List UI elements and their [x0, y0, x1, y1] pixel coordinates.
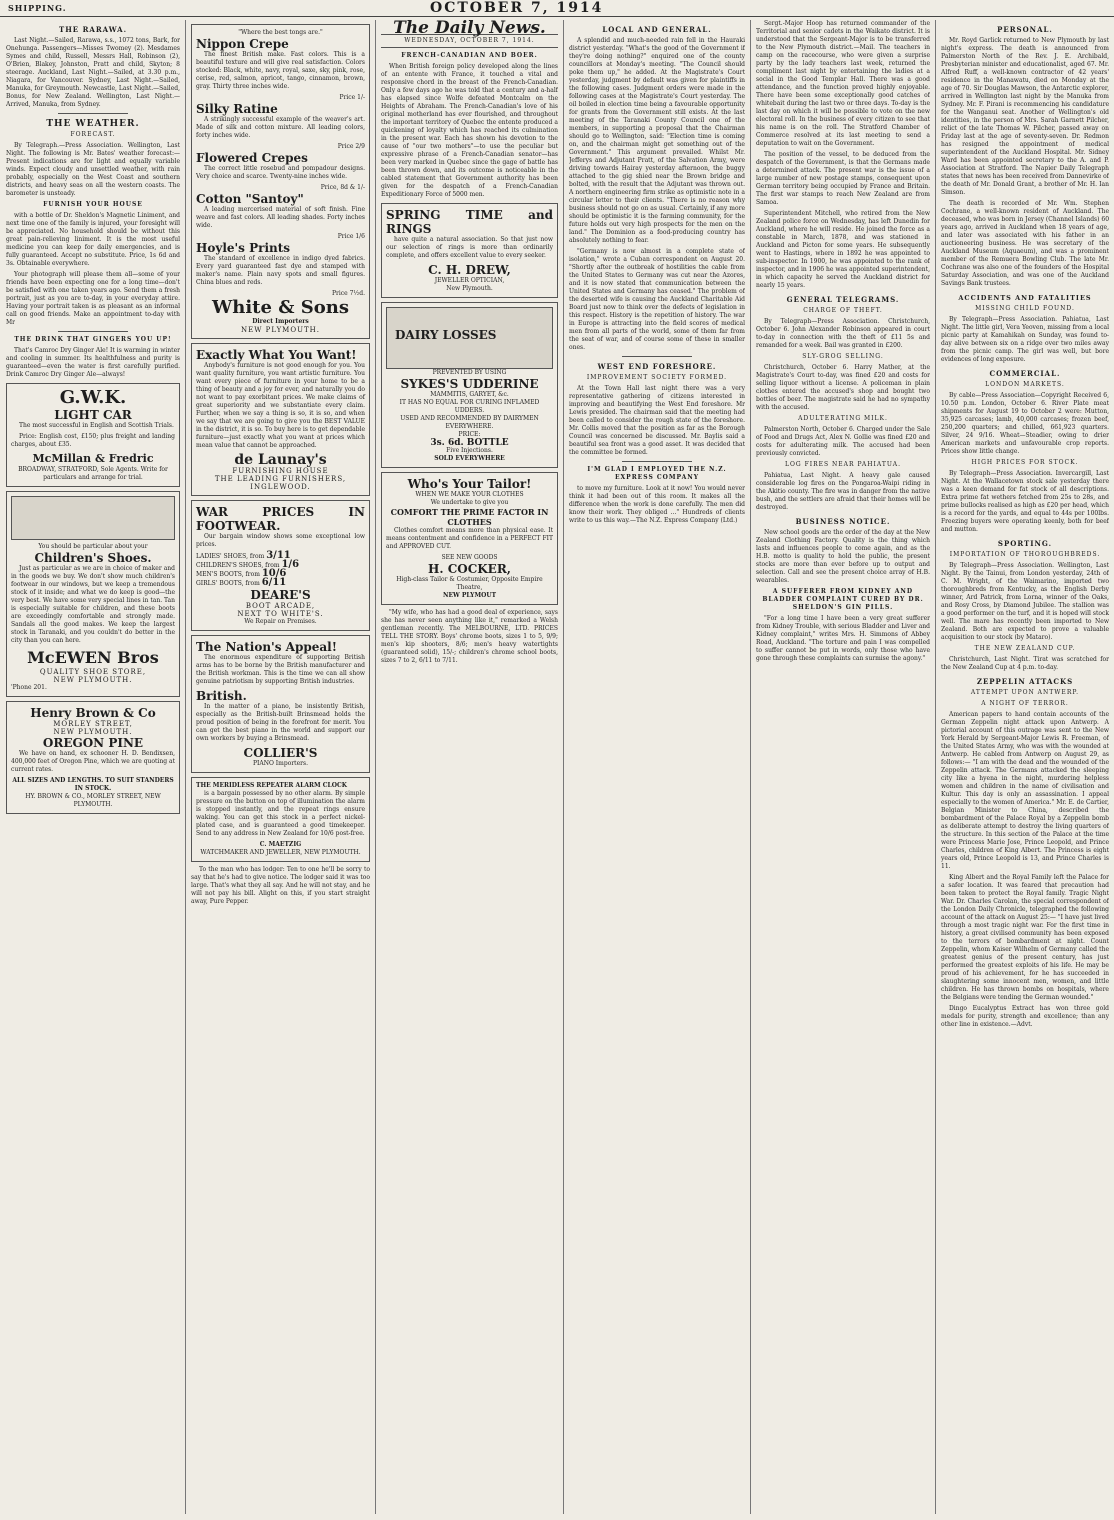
nz-cup-text: Christchurch, Last Night. Tirat was scratched for the New Zealand Cup at 4 p.m. to-day. [941, 656, 1109, 671]
zeppelin-text: American papers to hand contain accounts of the German Zeppelin night attack upon Antwerp. A pictorial account of this outrage was sent to the New York Herald by Sergeant-Major Lewis R. Freeman, of the United States Army, who was with the wounded at Antwerp. He cabled from Antwerp on August 29, as follows:— "I am with the dead and the wounded of the Zeppelin attack. The Germans attacked the sleeping city like a hyena in the night, murdering helpless women and children in the name of civilisation and Kultur. This day is only an assassination. I appeal especially to the women of America." Mr. E. de Cartier, Belgian Minister to China, described the bombardment of the Palace Royal by a Zeppelin bomb as deliberate attempt to destroy the living quarters of the structure. In this section of the Palace at the time were Princess Marie Jose, Prince Leopold, and Prince Charles, children of King Albert. The Princess is eight years old, Prince Leopold is 13, and Prince Charles is 11. [941, 711, 1109, 870]
tailor-big: COMFORT THE PRIME FACTOR IN CLOTHES [390, 507, 549, 527]
london-markets-title: LONDON MARKETS. [985, 381, 1065, 388]
sykes-text: IT HAS NO EQUAL FOR CURING INFLAMED UDDERS. [399, 399, 540, 414]
stock-prices-title: HIGH PRICES FOR STOCK. [971, 459, 1079, 466]
delaunay-advert [191, 343, 370, 496]
nation-title: The Nation's Appeal! [196, 640, 337, 654]
tailor-promise: We undertake to give you [430, 499, 509, 506]
sizes-text: ALL SIZES AND LENGTHS. TO SUIT STANDERS IN STOCK. [12, 777, 174, 792]
cotton-title: Cotton "Santoy" [196, 192, 304, 206]
war-price-row [196, 579, 365, 588]
hoyle-title: Hoyle's Prints [196, 241, 291, 255]
nation-text: The enormous expenditure of supporting British arms has to be borne by the British manufacturer and the British workman. This is the time we can all show genuine patriotism by supporting British industries. [196, 654, 365, 685]
silky-text: A strikingly successful example of the weaver's art. Made of silk and cotton mixture. All leading colors, forty inches wide. [196, 116, 365, 139]
missing-child-title: MISSING CHILD FOUND. [975, 305, 1075, 312]
white-title: White & Sons [212, 297, 349, 318]
shipping-title: THE RARAWA. [58, 25, 128, 34]
war-price-value: 3/11 [266, 550, 291, 561]
dairy-caption: PREVENTED BY USING [432, 369, 507, 376]
column-5-text-mid: The position of the vessel, to be deduced from the despatch of the Government, is that the Germans made a determined attack. The present war is the issue of a large number of new postage stamps, consequent upon German territory being occupied by France and Britain. The first war stamps to reach New Zealand are from Samoa. [756, 151, 930, 206]
nz-express-text: to move my furniture. Look at it now! You would never think it had been out of this room. It makes all the difference when the work is done carefully. The men did know their work. They obliged ..." Hundreds of clients write to us this way.—The N.Z. Express Company (Ltd.) [569, 485, 745, 524]
gwk-subtitle: LIGHT CAR [54, 408, 132, 422]
adulterating-text: Palmerston North, October 6. Charged under the Sale of Food and Drugs Act, Alex N. Gollie was fined £20 and costs for adulterating milk. The accused had been previously convicted. [756, 426, 930, 457]
personal-text: Mr. Royd Garlick returned to New Plymouth by last night's express. The death is announced from Palmerston North of the Rev. J. E. Archibald, Presbyterian minister and educationalist, aged 67. Mr. Alfred Ruff, a well-known contractor of 42 years' residence in the Manawatu, died on Monday at the age of 70. Sir Douglas Mawson, the Antarctic explorer, arrived in Wellington last night by the Manuka from Sydney. Mr. F. Pirani is recommencing his candidature for the Wanganui seat. Another of Wellington's old identities, in the person of Mrs. Sarah Garnett Pilcher, relict of the late Thomas W. Pilcher, passed away on Friday last at the age of seventy-seven. Dr. Redmon has resigned the appointment of medical superintendent of the Auckland Hospital. Mr. Sidney Ward has been appointed secretary to the A. and P. Association at Stratford. The Napier Daily Telegraph states that news has been received from Dannevirke of the death of Mr. Donald Grant, a brother of Mr. H. Ian Simson. [941, 37, 1109, 196]
collier-subtitle: PIANO Importers. [252, 760, 308, 767]
dairy-illustration [386, 307, 553, 369]
column-3 [381, 20, 558, 1520]
delaunay-place: INGLEWOOD. [250, 483, 311, 491]
cocker-subtitle: High-class Tailor & Costumier, Opposite Empire Theatre, [396, 576, 543, 591]
drew-place: New Plymouth. [446, 285, 493, 292]
mcewen-subtitle: QUALITY SHOE STORE, [39, 668, 147, 676]
sykes-advert [381, 302, 558, 468]
night-of-terror-title: A NIGHT OF TERROR. [981, 700, 1069, 707]
divider [58, 331, 128, 332]
war-prices-intro: Our bargain window shows some exceptional low prices. [196, 533, 365, 548]
shipping-text: Last Night.—Sailed, Rarawa, s.s., 1072 tons, Bark, for Onehunga. Passengers—Misses Twomey (2). Mesdames Symes and child, Russell, Messrs Hall, Robinson (2), O'Brien, Blakey, Johnston, Pratt and child, Skyton; 8 steerage. Auckland, Last Night.—Sailed, at 3.30 p.m., Niagara, for Vancouver. Sydney, Last Night.—Sailed, Manuka, for Greymouth. Newcastle, Last Night.—Sailed, Bonus, for New Zealand. Wellington, Last Night.—Arrived, Manuka, from Sydney. [6, 37, 180, 108]
henry-title: Henry Brown & Co [30, 706, 156, 720]
column-5-text-bottom: Superintendent Mitchell, who retired from the New Zealand police force on Wednesday, has left Dunedin for Auckland, where he will reside. He joined the force as a constable in March, 1878, and was stationed in Auckland and Picton for some years. He subsequently went to Hastings, where in 1892 he was appointed to sub-inspector. In 1900, he was appointed to the rank of inspector, and in 1906 he was appointed superintendent, in which capacity he served the Auckland district for nearly 15 years. [756, 210, 930, 289]
white-sons-advert [191, 24, 370, 339]
sufferer-text: "For a long time I have been a very great sufferer from Kidney Trouble, with serious Bladder and Liver and Kidney complaint," writes Mrs. H. Simmons of Abbey Road, Auckland. "The torture and pain I was compelled to suffer cannot be put in words, only those who have gone through these complaints can surmise the agony." [756, 615, 930, 662]
sykes-recommendation: USED AND RECOMMENDED BY DAIRYMEN EVERYWHERE. [400, 415, 539, 430]
nippon-title: Nippon Crepe [196, 37, 289, 51]
furnish-title: FURNISH YOUR HOUSE [43, 201, 143, 208]
nz-express-title: I'M GLAD I EMPLOYED THE N.Z. EXPRESS COMPANY [587, 466, 727, 481]
exactly-title: Exactly What You Want! [196, 348, 357, 362]
mcewen-phone: 'Phone 201. [11, 684, 47, 691]
gwk-price: Price: English cost, £150; plus freight and landing charges, about £35. [11, 433, 175, 448]
exactly-text: Anybody's furniture is not good enough for you. You want quality furniture, you want artistic furniture. You want every piece of furniture in your home to be a thing of beauty and a joy for ever, and naturally you do not want to pay exorbitant prices. We make claims of great superiority and we substantiate every claim. Further, when we say a thing is so, it is so, and when we say that we are going to give you the BEST VALUE in the district, it is so. To buy here is to get dependable furniture—just exactly what you want at prices which mean value that cannot be approached. [196, 362, 365, 449]
oregon-text: We have on hand, ex schooner H. D. Bendixsen, 400,000 feet of Oregon Pine, which we are quoting at current rates. [11, 750, 175, 773]
divider [58, 113, 128, 114]
personal-title: PERSONAL. [997, 25, 1053, 34]
sly-grog-title: SLY-GROG SELLING. [802, 353, 884, 360]
drew-subtitle: JEWELLER OPTICIAN, [434, 277, 505, 284]
divider [622, 356, 692, 357]
cocker-title: H. COCKER, [428, 562, 511, 576]
forecast-text: By Telegraph.—Press Association. Wellington, Last Night. The following is Mr. Bates' weather forecast:—Present indications are for light and equally variable winds. Expect cloudy and unsettled weather, with rain probably, especially on the West Coast and southern districts, and heavy seas on all the western coasts. The barometer is unsteady. [6, 142, 180, 197]
ginger-text: That's Camroc Dry Ginger Ale! It is warming in winter and cooling in summer. Its healthfulness and purity is guaranteed—even the water is first carefully purified. Drink Camroc Dry Ginger Ale—always! [6, 347, 180, 378]
maetzig-subtitle: WATCHMAKER AND JEWELLER, NEW PLYMOUTH. [200, 849, 361, 856]
british-text: In the matter of a piano, be insistently British, especially as the British-built Brinsmead holds the proud position of being in the forefront for merit. You can get the best piano in the world and support our own workers by buying a Brinsmead. [196, 703, 365, 742]
delaunay-title: de Launay's [234, 452, 327, 468]
mcmillan-text: BROADWAY, STRATFORD, Sole Agents. Write for particulars and arrange for trial. [18, 466, 168, 481]
sly-grog-text: Christchurch, October 6. Harry Mather, at the Magistrate's Court to-day, was fined £20 and costs for selling liquor without a license. A policeman in plain clothes entered the accused's shop and bought two bottles of beer. The magistrate said he had no sympathy with the accused. [756, 364, 930, 411]
maetzig-advert [191, 777, 370, 862]
sufferer-title: A SUFFERER FROM KIDNEY AND BLADDER COMPLAINT CURED BY DR. SHELDON'S GIN PILLS. [762, 588, 924, 611]
repeater-text: is a bargain possessed by no other alarm. By simple pressure on the button on top of illumination the alarm is stopped instantly, and the repeat rings ensure waking. You can get this stock in a perfect nickel-plated case, and is guaranteed a good timekeeper. Send to any address in New Zealand for 10/6 post-free. [196, 790, 365, 837]
adulterating-title: ADULTERATING MILK. [798, 415, 888, 422]
newspaper-nameplate: The Daily News. [393, 20, 546, 38]
furnish-text: with a bottle of Dr. Sheldon's Magnetic Liniment, and next time one of the family is injured, your foresight will be appreciated. No household should be without this great pain-relieving liniment. It is the most useful medicine you can keep for daily emergencies, and is fully guaranteed. Accept no substitute. Price, 1s 6d and 3s. Obtainable everywhere. [6, 212, 180, 267]
gwk-advert [6, 383, 180, 487]
spring-title: SPRING TIME and RINGS [386, 208, 553, 236]
column-rule [935, 20, 936, 1514]
dairy-title: DAIRY LOSSES [395, 328, 497, 342]
white-banner: "Where the best tongs are." [238, 29, 323, 36]
editorial-title: FRENCH-CANADIAN AND BOER. [401, 52, 538, 59]
maetzig-title: C. MAETZIG [259, 841, 302, 848]
column-1 [6, 20, 180, 1520]
mcewen-place: NEW PLYMOUTH. [53, 676, 133, 684]
missing-child-text: By Telegraph—Press Association. Pahiatua, Last Night. The little girl, Vera Yeoven, missing from a local picnic party at Kamahikah on Sunday, was found to-day alive between six on a ridge over two miles away from the picnic camp. The girl was well, but bore evidences of long exposure. [941, 316, 1109, 363]
weather-title: THE WEATHER. [46, 119, 140, 129]
gwk-title: G.W.K. [59, 387, 127, 408]
war-prices-title: WAR PRICES IN FOOTWEAR. [196, 505, 365, 533]
war-price-label: MEN'S BOOTS, from [196, 571, 260, 578]
header-date: OCTOBER 7, 1914 [430, 0, 604, 16]
sykes-sold: SOLD EVERYWHERE [434, 455, 505, 462]
oregon-title: OREGON PINE [42, 736, 144, 750]
west-end-subtitle: IMPROVEMENT SOCIETY FORMED. [586, 374, 728, 381]
accidents-title: ACCIDENTS AND FATALITIES [958, 294, 1092, 302]
silky-price: Price 2/9 [337, 143, 365, 150]
stock-prices-text: By Telegraph—Press Association. Invercargill, Last Night. At the Wallacetown stock sale yesterday there was a keen demand for fat stock of all descriptions. Extra prime fat wethers fetched from 25s to 28s, and prime bullocks realised as high as £20 per head, which is a record for the yards, and equal to 44s per 100lbs. Freezing buyers were operating keenly, both for beef and mutton. [941, 470, 1109, 533]
deare-advert [191, 500, 370, 631]
london-markets-text: By cable—Press Association—Copyright Received 6, 10.50 p.m. London, October 6. River Plate meat shipments for August 19 to October 2 were: Mutton, 35,925 carcases; lamb, 40,000 carcases; frozen beef, 250,200 quarters; and chilled, 661,923 quarters. Silver, 24 9/16. Wheat—Steadier, owing to drier American markets and unfavourable crop reports. Prices show little change. [941, 392, 1109, 455]
deare-subtitle: BOOT ARCADE, [245, 602, 316, 610]
henry-signature: HY. BROWN & CO., MORLEY STREET, NEW PLYMOUTH. [25, 793, 161, 808]
tailor-see: SEE NEW GOODS [441, 554, 498, 561]
silky-title: Silky Ratine [196, 102, 278, 116]
header-section-label: SHIPPING. [8, 3, 67, 13]
drew-title: C. H. DREW, [428, 263, 511, 277]
delaunay-subtitle: FURNISHING HOUSE [232, 467, 329, 475]
war-price-label: LADIES' SHOES, from [196, 553, 265, 560]
sykes-price: 3s. 6d. BOTTLE [430, 438, 509, 448]
cotton-text: A leading mercerised material of soft finish. Fine weave and fast colors. All leading shades. Forty inches wide. [196, 206, 365, 229]
column-5-text-top: Sergt.-Major Hoop has returned commander of the Territorial and senior cadets in the Waikato district. It is understood that the Sergeant-Major is to be transferred to the New Plymouth district.—Mail. The teachers in camp on the racecourse, who were given a surprise party by the lady teachers last week, returned the compliment last night by entertaining the ladies at a social in the Good Templar Hall. There was a good attendance, and the function proved highly enjoyable. There have been some exceptionally good catches of whitebait during the last two or three days. To-day is the last day on which it will be possible to vote on the new electoral roll. In the business of every citizen to see that his name is on the roll. The Stratford Chamber of Commerce resolved at its last meeting to send a deputation to wait on the Government. [756, 20, 930, 147]
column-6 [941, 20, 1109, 1520]
column-2 [191, 20, 370, 1520]
sykes-injections: Five Injections. [446, 447, 493, 454]
ginger-title: THE DRINK THAT GINGERS YOU UP! [14, 336, 172, 343]
business-notice-title: BUSINESS NOTICE. [795, 517, 891, 526]
local-general-title: LOCAL AND GENERAL. [602, 25, 712, 34]
flowered-price: Price, 8d & 1/- [320, 184, 365, 191]
cotton-price: Price 1/6 [337, 233, 365, 240]
log-fires-text: Pahiatua, Last Night. A heavy gale caused considerable log fires on the Pongaroa-Waipi riding in the Akitio county. The fire was in danger from the native bush, and the settlers are afraid that their homes will be destroyed. [756, 472, 930, 511]
tailor-title: Who's Your Tailor! [407, 477, 532, 491]
charge-title: CHARGE OF THEFT. [803, 307, 883, 314]
local-general-text: A splendid and much-needed rain fell in the Hauraki district yesterday. "What's the good of the Government if they're doing nothing?" enquired one of the county councillors at Monday's meeting. "The Council should poke them up," he added. At the Magistrate's Court yesterday, judgment by default was given for plaintiffs in the following cases. Judgment orders were made in the following cases at the Magistrate's Court yesterday. The oil boiled in election time being a favourable opportunity for grants from the Government still exists. At the last meeting of the Taranaki County Council one of the members, in supporting a proposal that the Chairman should go to Wellington, said: "Election time is coming on, and the chairman might get something out of the Government." This argument prevailed. Whilst Mr. Jefferys and Adjutant Pratt, of the Salvation Army, were driving towards Hairay yesterday afternoon, the buggy attached to the gig shied near the Brown bridge and bolted, with the result that the Adjutant was thrown out. A northern engineering firm strike as optimistic note in a circular letter to their clients. "There is no reason why business should not go on as usual. Certainly, if any more should be optimistic it is the farming community, for the future holds out very high prospects for the men on the land." The Dominion as a food-producing country has absolutely nothing to fear. [569, 37, 745, 244]
shoes-lead: You should be particular about your [38, 543, 148, 550]
log-fires-title: LOG FIRES NEAR PAHIATUA. [785, 461, 901, 468]
thoroughbreds-text: By Telegraph—Press Association. Wellington, Last Night. By the Tainui, from London yesterday, 24th of C. M. Wright, of the Waimarino, imported two thoroughbreds from Kentucky, as the English Derby winner, Ard Patrick, from Lorna, winner of the Oaks, and Rosy Cross, by Diamond Jubilee. The stallion was a good performer on the turf, and it is hoped will stock well. The mare has recently been imported to New Zealand. Both are expected to prove a valuable acquisition to our stock (by Mataro). [941, 562, 1109, 641]
tailor-lead: WHEN WE MAKE YOUR CLOTHES [415, 491, 524, 498]
zeppelin-text-2: King Albert and the Royal Family left the Palace for a safer location. It was feared that precaution had been taken to protect the Royal family. Tragic Night War. Dr. Charles Carolan, the special correspondent of the London Daily Chronicle, telegraphed the following account of the attack on August 25:— "I have just lived through a most tragic night war. For the first time in history, a great civilised community has been exposed to the terrors of bombardment at night. Count Zeppelin, whom Kaiser Wilhelm of Germany called the greatest genius of the present century, has just performed the greatest exploits of his life. He may be proud of his achievement, for he has succeeded in slaughtering some innocent men, women, and little children. He has thrown bombs on hospitals, where the Belgians were tending the German wounded." [941, 874, 1109, 1001]
henry-brown-advert [6, 701, 180, 814]
flowered-text: The correct little rosebud and pompadour designs. Very choice and scarce. Twenty-nine inches wide. [196, 165, 365, 180]
shoes-text: Just as particular as we are in choice of maker and in the goods we buy. We don't show much children's footwear in our windows, but we keep a tremendous stock of it inside; and what we do keep is good—the very best. We have some very special lines in tan. Tan is especially suitable for children, and these boots are exceedingly comfortable and strongly made. Sandals all the good makes. We keep the largest stock in Taranaki, and you couldn't do better in the city than you can here. [11, 565, 175, 644]
white-place: NEW PLYMOUTH. [241, 326, 320, 334]
divider [622, 461, 692, 462]
henry-subtitle: MORLEY STREET, [53, 720, 133, 728]
deare-place: NEXT TO WHITE'S. [237, 610, 324, 618]
shoes-title: Children's Shoes. [34, 551, 152, 565]
sykes-subtitle: MAMMITIS, GARYET, &c. [430, 391, 509, 398]
column-rule [185, 20, 186, 1514]
column-rule [750, 20, 751, 1514]
lodger-text: To the man who has lodger: Ten to one he'll be sorry to say that he's had to give notice. The lodger said it was too large. That's what they all say. And he will not stay, and he will not pay his bill. Alight on this, if you start straight away, Pure Pepper. [191, 866, 370, 905]
white-subtitle: Direct Importers [252, 318, 309, 325]
war-price-value: 10/6 [261, 568, 287, 579]
war-price-value: 1/6 [281, 559, 300, 570]
war-price-label: CHILDREN'S SHOES, from [196, 562, 280, 569]
mcmillan-title: McMillan & Fredric [32, 452, 154, 465]
commercial-title: COMMERCIAL. [989, 369, 1061, 378]
column-5 [756, 20, 930, 1520]
local-general-text-2: "Germany is now almost in a complete state of isolation," wrote a Cuban correspondent on August 20. "Shortly after the outbreak of hostilities the cable from the United States to Germany was cut near the Azores, and it is now stated that communication between the United States and Germany has ceased." The problem of the deserted wife is causing the Auckland Charitable Aid Board just now to think over the defects of legislation in this respect. History is the repetition of history. The war in Europe is attracting into the field scores of medical men from all parts of the world, some of them far from the seat of war, and of course some of these in smaller ones. [569, 248, 745, 351]
editorial-text: When British foreign policy developed along the lines of an entente with France, it touched a vital and responsive chord in the breast of the French-Canadian. Only a few days ago he was told that a century and a-half has elapsed since Wolfe defeated Montcalm on the Heights of Abraham. The French-Canadian's love of his original motherland has ever flourished, and throughout the important territory of Quebec the entente produced a quickening of loyalty which has reached its culmination in the present war. Each has shown his devotion to the cause of "our two mothers"—to use the peculiar but expressive phrase of a French-Canadian senator—has been very marked in Quebec since the gage of battle has been thrown down, and its outcome is noticeable in the cabled statement that Government authority has been given for the despatch of a French-Canadian Expeditionary Force of 5000 men. [381, 63, 558, 198]
west-end-title: WEST END FORESHORE. [597, 362, 717, 371]
zeppelin-subtitle: ATTEMPT UPON ANTWERP. [970, 689, 1080, 696]
page-header-strip [0, 0, 1114, 17]
charge-text: By Telegraph—Press Association. Christchurch, October 6. John Alexander Robinson appeared in court to-day in connection with the theft of £11 5s and remanded for a week. Bail was granted in £200. [756, 318, 930, 349]
deare-repair: We Repair on Premises. [244, 618, 317, 625]
war-price-value: 6/11 [261, 577, 287, 588]
cocker-place: NEW PLYMOUT [442, 592, 497, 599]
dingo-text: Dingo Eucalyptus Extract has won three gold medals for purity, strength and excellence; than any other line in existence.—Advt. [941, 1005, 1109, 1028]
british-title: British. [196, 689, 247, 703]
hoyle-text: The standard of excellence in indigo dyed fabrics. Every yard guaranteed fast dye and stamped with maker's name. Plain navy spots and small figures. China blues and reds. [196, 255, 365, 286]
zeppelin-title: ZEPPELIN ATTACKS [976, 677, 1074, 686]
forecast-title: FORECAST. [70, 131, 116, 138]
children-illustration [11, 496, 175, 540]
sykes-title: SYKES'S UDDERINE [400, 377, 539, 391]
collier-advert [191, 635, 370, 773]
mcewen-title: McEWEN Bros [27, 648, 159, 667]
hoyle-price: Price 7½d. [331, 290, 365, 297]
deare-title: DEARE'S [250, 588, 311, 602]
thoroughbreds-title: IMPORTATION OF THOROUGHBREDS. [949, 551, 1101, 558]
spring-text: have quite a natural association. So that just now our selection of rings is more than ordinarily complete, and offers excellent value to every seeker. [386, 236, 553, 259]
mcewen-advert [6, 491, 180, 697]
gwk-text: The most successful in English and Scottish Trials. [19, 422, 174, 429]
drew-advert [381, 203, 558, 298]
photo-text: Your photograph will please them all—some of your friends have been expecting one for a long time—don't be satisfied with one taken years ago. Send them a fresh portrait, just as you are to-day, in your everyday attire. Having your portrait taken is as pleasant as an informal call on good friends. Make an appointment to-day with Mr [6, 271, 180, 326]
column-rule [563, 20, 564, 1514]
flowered-title: Flowered Crepes [196, 151, 308, 165]
sykes-price-label: PRICE: [458, 431, 481, 438]
tailor-text: Clothes comfort means more than physical ease. It means contentment and confidence in a PERFECT FIT and APPROVED CUT. [386, 527, 553, 550]
repeater-title: THE MERIDLESS REPEATER ALARM CLOCK [196, 782, 347, 789]
dateline: WEDNESDAY, OCTOBER 7, 1914. [381, 34, 558, 48]
column-rule [375, 20, 376, 1514]
telegrams-title: GENERAL TELEGRAMS. [786, 295, 900, 304]
column-4 [569, 20, 745, 1520]
personal-text-2: The death is recorded of Mr. Wm. Stephen Cochrane, a well-known resident of Auckland. The deceased, who was born in Jersey (Channel Islands) 60 years ago, arrived in Auckland when 18 years of age, and later was associated with his father in an auctioneering business. He was secretary of the Auckland Museum (Aquaeum), and was a prominent member of the Remuera Bowling Club. The late Mr. Cochrane was also one of the founders of the Hospital Saturday Association, and was one of the Auckland Savings Bank trustees. [941, 200, 1109, 287]
nippon-price: Price 1/- [339, 94, 365, 101]
sporting-title: SPORTING. [997, 539, 1053, 548]
nippon-text: The finest British make. Fast colors. This is a beautiful texture and will give real satisfaction. Colors stocked: Black, white, navy, royal, saxe, sky, pink, rose, cerise, red, salmon, apricot, tango, cinnamon, brown, gray. Thirty three inches wide. [196, 51, 365, 90]
cocker-advert [381, 472, 558, 605]
collier-title: COLLIER'S [243, 746, 318, 760]
west-end-text: At the Town Hall last night there was a very representative gathering of citizens interested in improving and beautifying the West End foreshore. Mr Lewis presided. The chairman said that the meeting had been called to consider the rough state of the foreshore. Mr. Collis moved that the position as far as the Borough Council was concerned be discussed. Mr. Baylis said a beautiful sea front was a good asset. It was decided that the committee be formed. [569, 385, 745, 456]
column-3-tail: "My wife, who has had a good deal of experience, says she has never seen anything like it," remarked a Welsh gentleman recently. The MELBOURNE, LTD. PRICES TELL THE STORY. Boys' chrome boots, sizes 1 to 5, 9/9; men's kip shooters, 8/6; men's heavy watertights (guaranteed solid), 15/-; children's chrome school boots, sizes 7 to 2, 6/11 to 7/11. [381, 609, 558, 664]
henry-place: NEW PLYMOUTH. [53, 728, 133, 736]
business-notice-text: New school goods are the order of the day at the New Zealand Clothing Factory. Quality is the thing which lasts and influences people to come again, and as the H.B. motto is quality to hold the public, the present stocks are more than ever before up to output and selection. Call and see the present choice array of H.B. wearables. [756, 529, 930, 584]
delaunay-lead: THE LEADING FURNISHERS, [214, 475, 347, 483]
nz-cup-title: THE NEW ZEALAND CUP. [974, 645, 1076, 652]
war-price-label: GIRLS' BOOTS, from [196, 580, 260, 587]
